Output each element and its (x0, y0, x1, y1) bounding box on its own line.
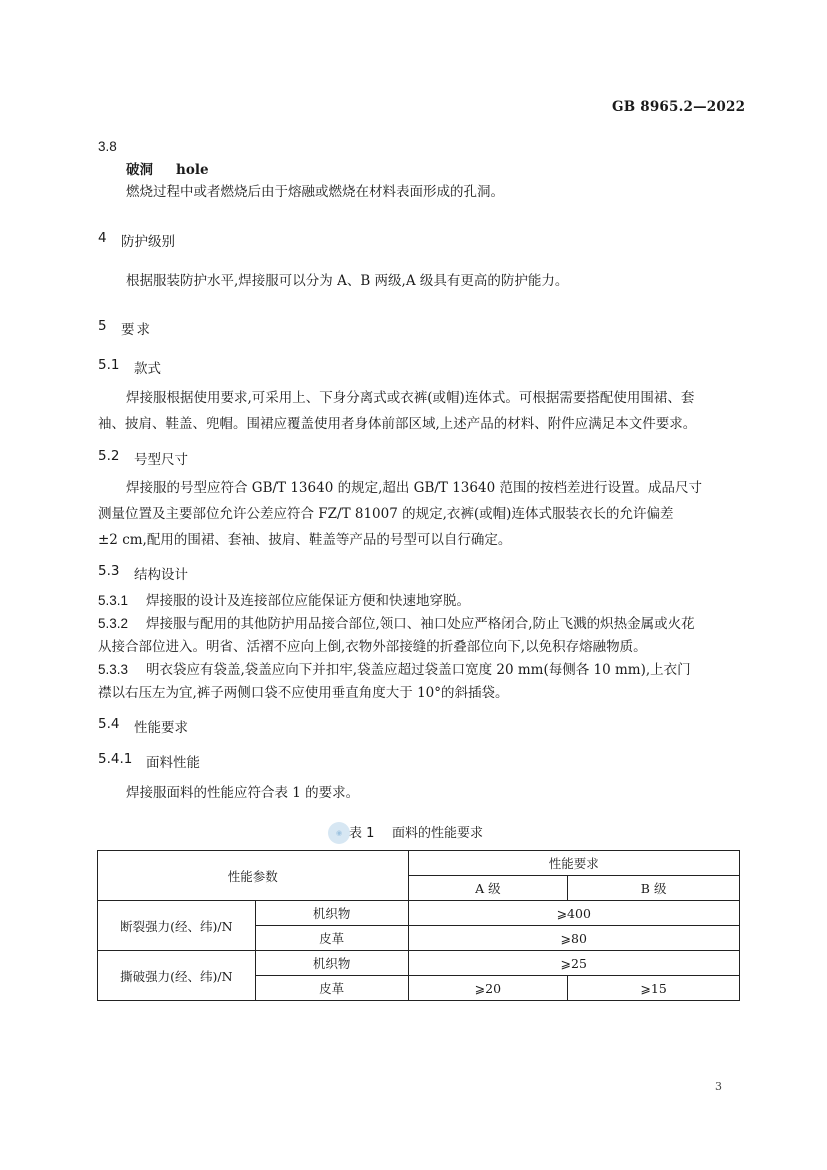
heading-5-2-title: 号型尺寸 (134, 452, 188, 468)
header-grade-b: B 级 (568, 876, 740, 901)
section-5-1-line-2: 袖、披肩、鞋盖、兜帽。围裙应覆盖使用者身体前部区域,上述产品的材料、附件应满足本文件要求。 (98, 416, 697, 432)
heading-5-number: 5 (98, 318, 107, 334)
value-breaking-leather: ⩾80 (408, 926, 740, 951)
row-breaking-leather: 皮革 (255, 926, 408, 951)
heading-5-4-1-title: 面料性能 (146, 755, 200, 771)
clause-5-3-2-line-1: 焊接服与配用的其他防护用品接合部位,领口、袖口处应严格闭合,防止飞溅的炽热金属或火花 (146, 616, 695, 632)
heading-5-1-title: 款式 (134, 361, 161, 377)
clause-5-3-2-line-2: 从接合部位进入。明省、活褶不应向上倒,衣物外部接缝的折叠部位向下,以免积存熔融物质。 (98, 639, 647, 655)
value-breaking-woven: ⩾400 (408, 901, 740, 926)
clause-5-3-3-line-1: 明衣袋应有袋盖,袋盖应向下并扣牢,袋盖应超过袋盖口宽度 20 mm(每侧各 10 mm),上衣门 (146, 662, 691, 678)
term-english: hole (176, 162, 209, 178)
section-5-2-line-3: ±2 cm,配用的围裙、套袖、披肩、鞋盖等产品的号型可以自行确定。 (98, 532, 512, 548)
value-tearing-leather-a: ⩾20 (408, 976, 568, 1001)
performance-table (97, 850, 740, 1001)
heading-5-3-number: 5.3 (98, 563, 120, 579)
table-caption-title: 面料的性能要求 (392, 826, 484, 841)
section-5-4-1-body: 焊接服面料的性能应符合表 1 的要求。 (126, 785, 360, 801)
heading-5-1-number: 5.1 (98, 357, 120, 373)
standard-number: GB 8965.2—2022 (612, 99, 746, 115)
heading-5-2-number: 5.2 (98, 448, 120, 464)
header-requirement: 性能要求 (408, 851, 740, 876)
clause-5-3-3-line-2: 襟以右压左为宜,裤子两侧口袋不应使用垂直角度大于 10°的斜插袋。 (98, 685, 509, 701)
row-breaking-strength: 断裂强力(经、纬)/N (98, 901, 256, 951)
row-breaking-woven: 机织物 (255, 901, 408, 926)
heading-4-number: 4 (98, 230, 107, 246)
section-5-2-line-1: 焊接服的号型应符合 GB/T 13640 的规定,超出 GB/T 13640 范围的按档差进行设置。成品尺寸 (126, 480, 702, 496)
value-tearing-woven: ⩾25 (408, 951, 740, 976)
value-tearing-leather-b: ⩾15 (568, 976, 740, 1001)
clause-5-3-3-number: 5.3.3 (98, 662, 129, 677)
heading-5-4-1-number: 5.4.1 (98, 751, 133, 767)
row-tearing-strength: 撕破强力(经、纬)/N (98, 951, 256, 1001)
section-4-body: 根据服装防护水平,焊接服可以分为 A、B 两级,A 级具有更高的防护能力。 (126, 273, 569, 289)
table-caption-number: 表 1 (349, 826, 375, 841)
heading-5-4-title: 性能要求 (134, 720, 188, 736)
section-5-1-line-1: 焊接服根据使用要求,可采用上、下身分离式或衣裤(或帽)连体式。可根据需要搭配使用围裙、套 (126, 390, 695, 406)
header-parameter: 性能参数 (98, 851, 409, 901)
heading-5-3-title: 结构设计 (134, 567, 188, 583)
row-tearing-leather: 皮革 (255, 976, 408, 1001)
row-tearing-woven: 机织物 (255, 951, 408, 976)
section-5-2-line-2: 测量位置及主要部位允许公差应符合 FZ/T 81007 的规定,衣裤(或帽)连体式服装衣长的允许偏差 (98, 506, 674, 522)
clause-number-3-8: 3.8 (98, 139, 117, 154)
heading-5-title: 要求 (121, 322, 152, 338)
heading-5-4-number: 5.4 (98, 716, 120, 732)
page-number: 3 (715, 1080, 722, 1093)
clause-5-3-1-number: 5.3.1 (98, 593, 129, 608)
heading-4-title: 防护级别 (121, 234, 175, 250)
header-grade-a: A 级 (408, 876, 568, 901)
clause-5-3-2-number: 5.3.2 (98, 616, 129, 631)
clause-5-3-1-text: 焊接服的设计及连接部位应能保证方便和快速地穿脱。 (146, 593, 470, 609)
watermark-badge: ◉ (328, 822, 350, 844)
term-chinese: 破洞 (126, 162, 153, 178)
term-definition: 燃烧过程中或者燃烧后由于熔融或燃烧在材料表面形成的孔洞。 (126, 184, 504, 200)
